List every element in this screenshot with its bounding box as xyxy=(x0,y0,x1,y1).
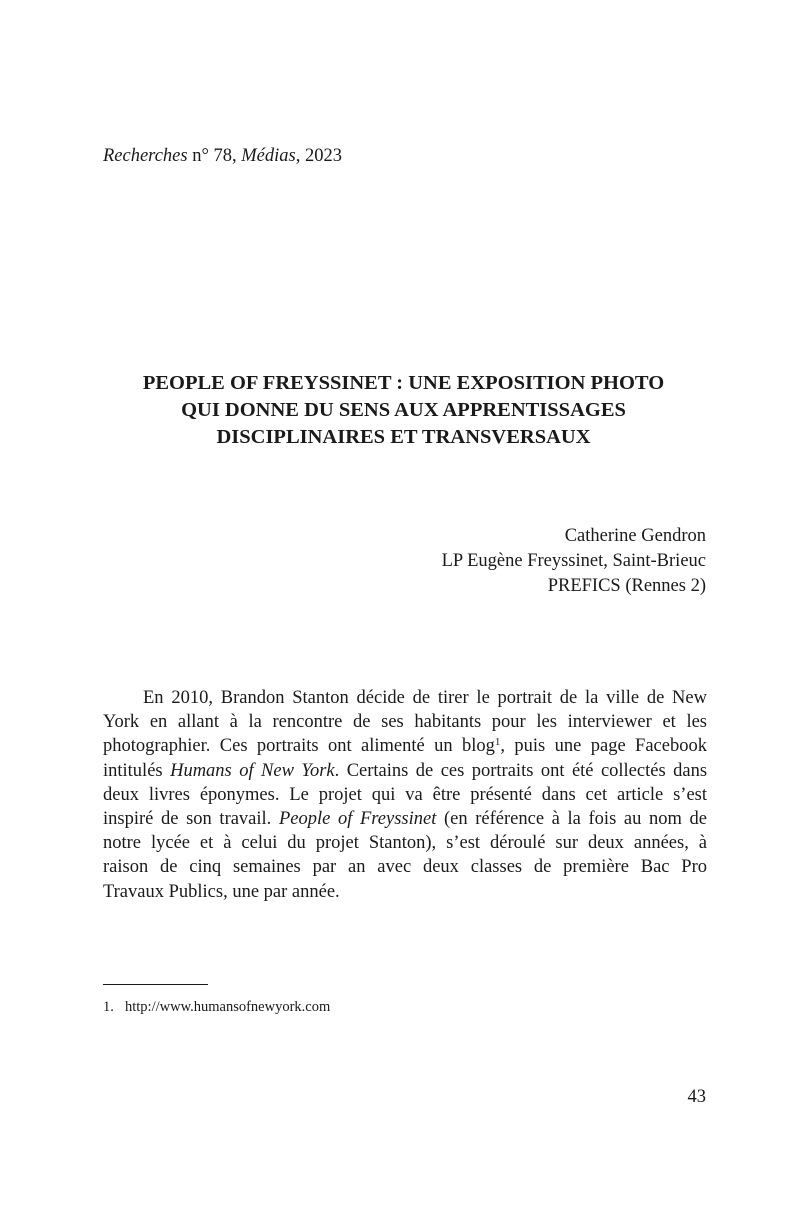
text-run: , puis une page Facebook xyxy=(500,736,707,757)
text-run: photographier. Ces portraits ont alimenté un blog xyxy=(103,736,495,757)
emphasis: People of Freyssinet xyxy=(278,808,437,829)
body-paragraph xyxy=(103,686,707,904)
journal-name: Recherches xyxy=(103,146,188,166)
author-block xyxy=(442,524,706,599)
author-name: Catherine Gendron xyxy=(564,526,706,546)
issue-number: n° 78, xyxy=(192,146,237,166)
footnote-link[interactable]: http://www.humansofnewyork.com xyxy=(125,999,331,1015)
article-title xyxy=(100,370,707,451)
running-header xyxy=(103,144,342,168)
issue-theme: Médias xyxy=(241,146,296,166)
paragraph-line: En 2010, Brandon Stanton décide de tirer le portrait de la ville de New xyxy=(143,688,707,708)
page-number: 43 xyxy=(687,1087,706,1107)
emphasis: Humans of New York xyxy=(170,760,335,781)
title-line: PEOPLE OF FREYSSINET : UNE EXPOSITION PHOTO xyxy=(142,372,665,394)
text-run: intitulés xyxy=(103,760,163,781)
text-run: inspiré de son travail. xyxy=(103,808,272,829)
footnote-ref: 1 xyxy=(494,736,501,749)
footnote-divider xyxy=(103,984,208,985)
text-run: (en référence à la fois au nom de xyxy=(444,808,707,829)
footnote xyxy=(103,998,330,1016)
paragraph-line xyxy=(103,734,707,758)
issue-year: , 2023 xyxy=(295,146,342,166)
paragraph-line: deux livres éponymes. Le projet qui va être présenté dans cet article s’est xyxy=(103,784,707,805)
text-run: . Certains de ces portraits ont été collectés dans xyxy=(334,760,708,781)
title-line: QUI DONNE DU SENS AUX APPRENTISSAGES xyxy=(181,399,626,421)
author-affiliation: LP Eugène Freyssinet, Saint-Brieuc xyxy=(441,551,706,571)
author-affiliation: PREFICS (Rennes 2) xyxy=(547,576,706,596)
paragraph-line: raison de cinq semaines par an avec deux classes de première Bac Pro xyxy=(103,857,707,878)
paragraph-line: notre lycée et à celui du projet Stanton), s’est déroulé sur deux années, à xyxy=(103,833,707,854)
paragraph-line: Travaux Publics, une par année. xyxy=(103,881,340,902)
title-line: DISCIPLINAIRES ET TRANSVERSAUX xyxy=(216,426,591,448)
footnote-number: 1. xyxy=(103,999,114,1015)
paragraph-line xyxy=(103,807,707,831)
paragraph-line xyxy=(103,759,707,783)
paragraph-line: York en allant à la rencontre de ses habitants pour les interviewer et les xyxy=(103,712,707,733)
